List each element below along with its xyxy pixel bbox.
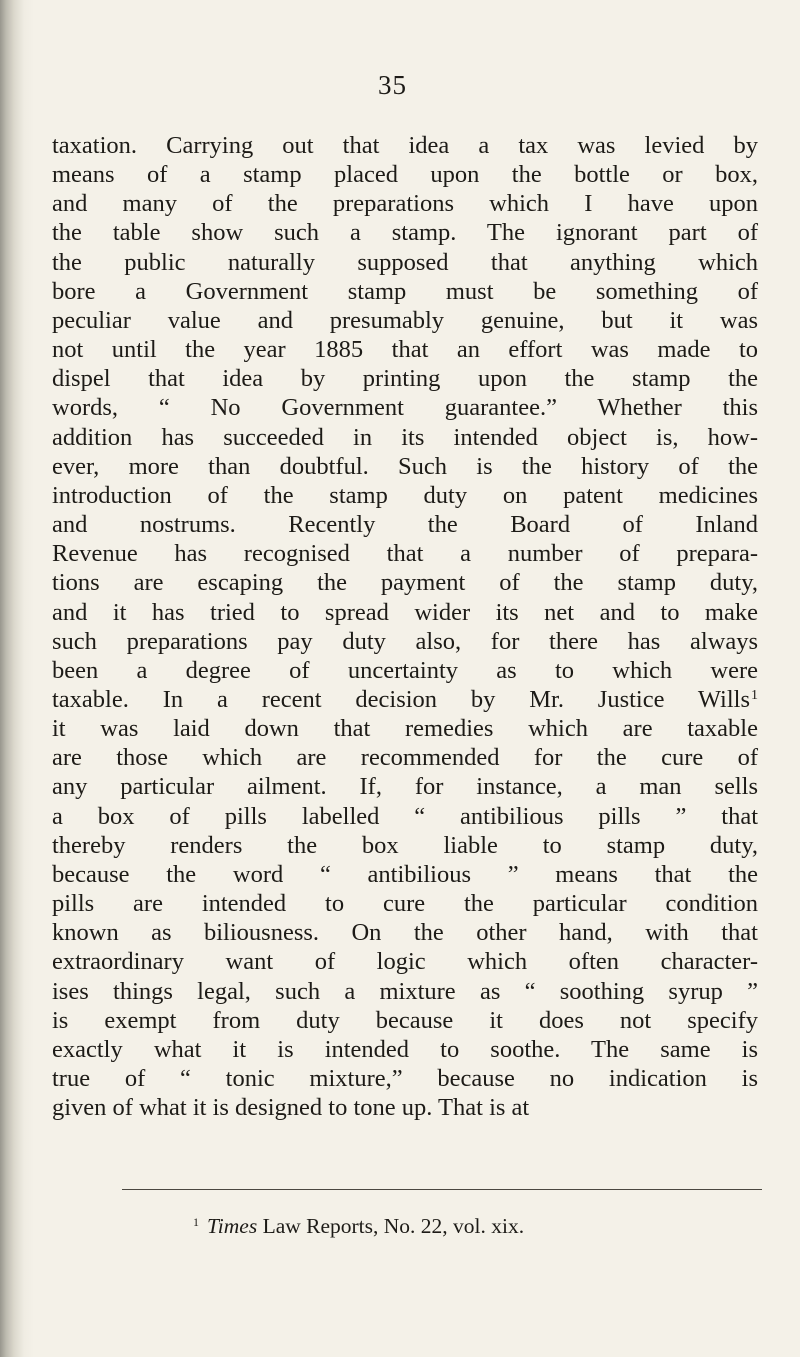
text-line: it was laid down that remedies which are taxable [52,715,758,743]
text-line: exactly what it is intended to soothe. The same is [52,1035,758,1063]
text-line: the table show such a stamp. The ignorant part of [52,219,758,247]
text-line: because the word “ antibilious ” means that the [52,860,758,888]
text-line: introduction of the stamp duty on patent medicines [52,481,758,509]
text-line: not until the year 1885 that an effort was made to [52,336,758,364]
text-line: and it has tried to spread wider its net and to make [52,598,758,626]
text-line: words, “ No Government guarantee.” Whether this [52,394,758,422]
text-line: the public naturally supposed that anything which [52,248,758,276]
footnote-citation: Law Reports, No. 22, vol. xix. [257,1214,525,1238]
text-line: any particular ailment. If, for instance, a man sells [52,773,758,801]
text-line: true of “ tonic mixture,” because no indication is [52,1065,758,1092]
text-line: and nostrums. Recently the Board of Inland [52,511,758,539]
text-line: means of a stamp placed upon the bottle or box, [52,161,758,189]
binding-shadow [0,0,34,1357]
text-line: a box of pills labelled “ antibilious pills ” that [52,802,758,830]
text-line: thereby renders the box liable to stamp duty, [52,831,758,859]
text-line: addition has succeeded in its intended object is, how- [52,423,758,451]
footnote-publication-title: Times [207,1214,258,1238]
page-number: 35 [378,70,407,100]
text-line: is exempt from duty because it does not specify [52,1006,758,1034]
text-line: given of what it is designed to tone up. That is at [52,1094,530,1122]
footnote-divider [122,1189,762,1190]
text-line: bore a Government stamp must be something of [52,277,758,305]
text-line: tions are escaping the payment of the stamp duty, [52,569,758,597]
text-line: and many of the preparations which I have upon [52,190,758,218]
footnote-marker: 1 [193,1215,199,1229]
text-line: ises things legal, such a mixture as “ soothing syrup ” [52,977,758,1005]
text-line: Revenue has recognised that a number of prepara- [52,540,758,568]
text-line: dispel that idea by printing upon the stamp the [52,365,758,393]
body-text [52,131,758,1122]
text-line: such preparations pay duty also, for there has always [52,627,758,655]
footnote-reference: 1 [751,687,758,703]
text-line: are those which are recommended for the cure of [52,744,758,772]
text-line: taxation. Carrying out that idea a tax was levied by [52,132,758,159]
text-line: peculiar value and presumably genuine, but it was [52,306,758,334]
text-line: ever, more than doubtful. Such is the history of the [52,452,758,480]
text-line-content: taxable. In a recent decision by Mr. Justice Wills [52,685,750,713]
text-line: extraordinary want of logic which often character- [52,948,758,976]
text-line-with-footnote-ref [52,685,758,714]
text-line: been a degree of uncertainty as to which were [52,656,758,684]
text-line: pills are intended to cure the particular condition [52,890,758,918]
text-line: known as biliousness. On the other hand, with that [52,919,758,947]
footnote [193,1214,524,1239]
